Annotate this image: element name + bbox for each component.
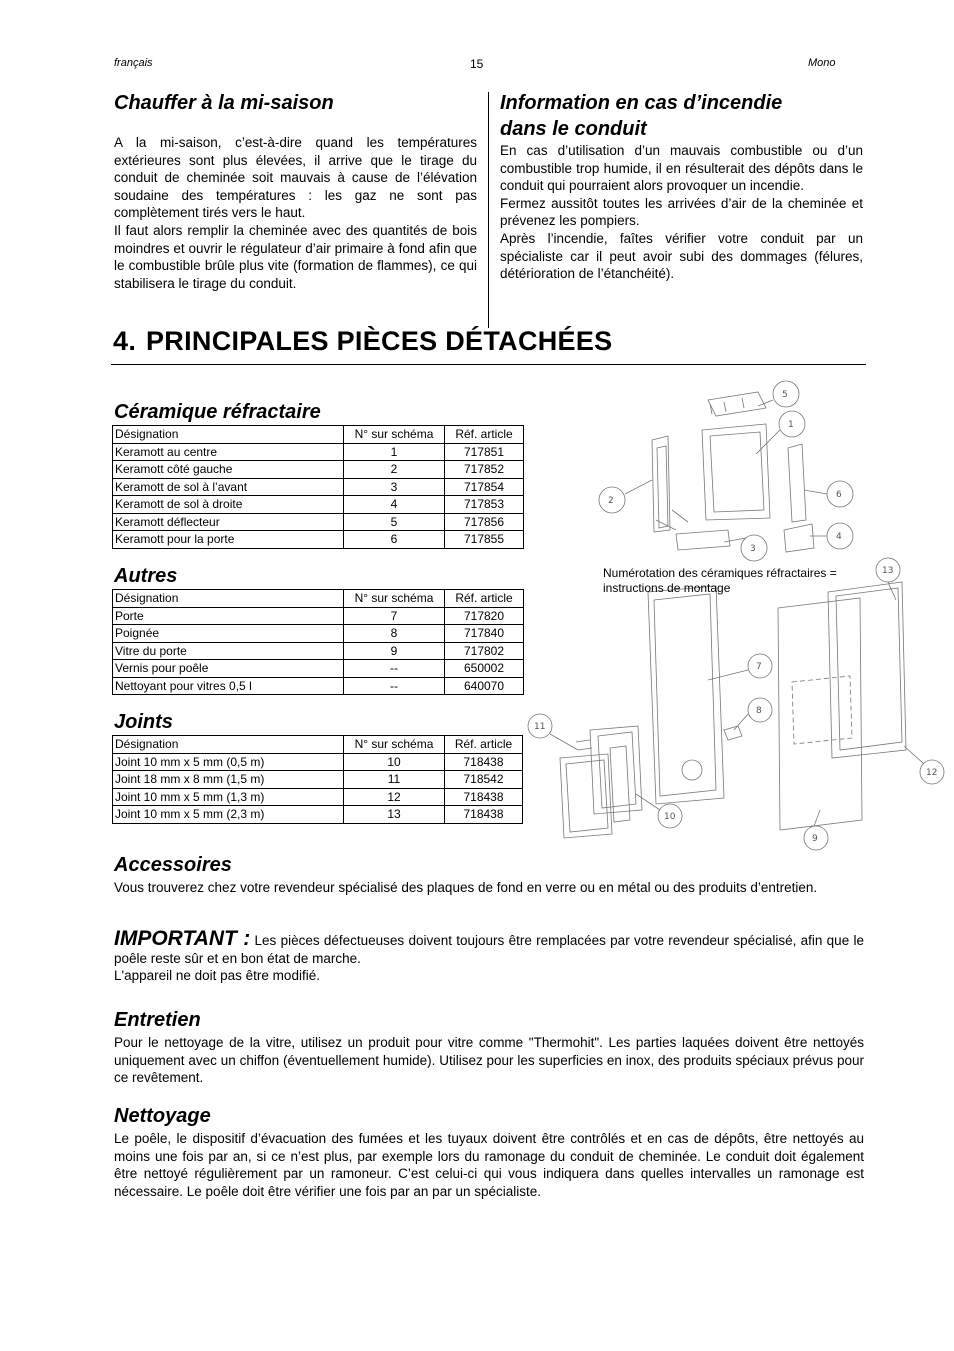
part-sol-avant-shape [676,530,730,550]
col-numero: N° sur schéma [344,736,445,754]
table-row [113,496,524,514]
cell-designation: Keramott de sol à l’avant [113,478,344,496]
header-language: français [114,57,153,69]
callout-label-10: 10 [664,812,676,822]
important-text-2: L'appareil ne doit pas être modifié. [114,968,320,984]
table-row [113,625,524,643]
cell-reference: 640070 [445,677,524,695]
incendie-title [500,90,782,142]
accessoires-title: Accessoires [114,854,232,876]
cell-designation: Poignée [113,625,344,643]
incendie-paragraph-3: Après l’incendie, faîtes vérifier votre conduit par un spécialiste car il peut avoir subi des dommages (félures, détérioration de l’étanchéité). [500,230,863,282]
entretien-title: Entretien [114,1009,201,1031]
cell-numero: 13 [344,806,445,824]
section-heading [113,326,612,357]
table-row [113,607,524,625]
joints-title: Joints [114,711,173,733]
cell-reference: 717856 [445,513,524,531]
entretien-text: Pour le nettoyage de la vitre, utilisez un produit pour vitre comme "Thermohit". Les parties laquées doivent être nettoyés uniquement avec un chiffon (éventuellement humide). Utilisez pour les superficies en inox, des produits spéciaux prévus pour ce revêtement. [114,1035,864,1086]
important-block [114,927,864,985]
col-designation: Désignation [113,590,344,608]
cell-designation: Keramott déflecteur [113,513,344,531]
header-model: Mono [808,57,836,69]
mi-saison-text [114,134,477,292]
cell-reference: 717852 [445,461,524,479]
cell-numero: 3 [344,478,445,496]
cell-designation: Keramott au centre [113,443,344,461]
cell-designation: Vitre du porte [113,642,344,660]
callout-label-4: 4 [836,532,842,542]
incendie-title-line-1: Information en cas d’incendie [500,92,783,114]
accessoires-text: Vous trouverez chez votre revendeur spécialisé des plaques de fond en verre ou en métal ou des produits d’entretien. [114,880,818,895]
cell-designation: Joint 10 mm x 5 mm (0,5 m) [113,753,344,771]
part-deflecteur-shape [708,392,766,416]
mi-saison-paragraph-2: Il faut alors remplir la cheminée avec des quantités de bois moindres et ouvrir le régulateur d’air primaire à fond afin que le combustible brûle plus vite (formation de flammes), ce qui stabilisera le tirage du conduit. [114,222,477,291]
cell-designation: Joint 18 mm x 8 mm (1,5 m) [113,771,344,789]
cell-numero: 5 [344,513,445,531]
diagram-note [603,566,863,596]
cell-reference: 717854 [445,478,524,496]
ceramique-title: Céramique réfractaire [114,401,321,423]
ceramique-table [112,425,524,549]
parts-drawing [520,370,950,860]
callout-label-9: 9 [812,834,818,844]
cell-designation: Keramott pour la porte [113,531,344,549]
cell-numero: 9 [344,642,445,660]
callout-label-12: 12 [926,768,938,778]
cell-numero: 2 [344,461,445,479]
column-divider [488,92,489,328]
table-row [113,753,523,771]
table-header-row [113,736,523,754]
cell-reference: 717855 [445,531,524,549]
table-row [113,461,524,479]
cell-numero: 7 [344,607,445,625]
cell-reference: 717853 [445,496,524,514]
callout-label-1: 1 [788,420,794,430]
cell-designation: Porte [113,607,344,625]
part-vitre-shape [778,598,862,830]
autres-title: Autres [114,565,178,587]
cell-reference: 717802 [445,642,524,660]
page-number: 15 [470,57,484,71]
mi-saison-paragraph-1: A la mi-saison, c’est-à-dire quand les températures extérieures sont plus élevées, il arrive que le tirage du conduit de cheminée soit mauvais à cause de l’élévation soudaine des températures : les gaz ne sont pas complètement tirés vers le haut. [114,135,477,221]
cell-reference: 718438 [445,806,523,824]
col-reference: Réf. article [445,736,523,754]
callout-label-11: 11 [534,722,546,732]
cell-numero: 8 [344,625,445,643]
table-row [113,513,524,531]
section-title: PRINCIPALES PIÈCES DÉTACHÉES [146,326,613,356]
cell-designation: Nettoyant pour vitres 0,5 l [113,677,344,695]
cell-reference: 718438 [445,753,523,771]
table-row [113,443,524,461]
incendie-paragraph-2: Fermez aussitôt toutes les arrivées d’air de la cheminée et prévenez les pompiers. [500,195,863,229]
callout-label-3: 3 [750,544,756,554]
autres-table [112,589,524,695]
diagram-note-line-2: instructions de montage [603,581,731,595]
cell-designation: Joint 10 mm x 5 mm (2,3 m) [113,806,344,824]
cell-designation: Keramott de sol à droite [113,496,344,514]
callout-label-7: 7 [756,662,762,672]
section-number: 4. [113,326,137,356]
diagram-note-line-1: Numérotation des céramiques réfractaires = [603,566,837,580]
col-reference: Réf. article [445,590,524,608]
cell-reference: 717840 [445,625,524,643]
table-row [113,677,524,695]
cell-numero: 12 [344,788,445,806]
table-row [113,788,523,806]
callout-label-5: 5 [782,390,788,400]
nettoyage-title: Nettoyage [114,1105,211,1127]
col-numero: N° sur schéma [344,426,445,444]
callout-label-8: 8 [756,706,762,716]
cell-numero: 10 [344,753,445,771]
callout-labels [534,390,937,844]
cell-numero: -- [344,660,445,678]
joints-table [112,735,523,824]
part-sol-droite-shape [784,524,814,552]
incendie-text [500,142,863,283]
nettoyage-text: Le poêle, le dispositif d’évacuation des fumées et les tuyaux doivent être contrôlés et en cas de dépôts, être nettoyés au moins une fois par an, si ce n’est plus, par exemple lors du ramonage du conduit de cheminée. Le conduit doit également être nettoyé régulièrement par un ramoneur. C’est celui-ci qui vous indiquera dans quelles intervalles un ramonage est nécessaire. Le poêle doit être vérifier une fois par an par un spécialiste. [114,1131,864,1199]
table-row [113,806,523,824]
callout-label-6: 6 [836,490,842,500]
cell-reference: 718542 [445,771,523,789]
cell-reference: 717820 [445,607,524,625]
table-header-row [113,590,524,608]
callout-label-13: 13 [882,566,894,576]
cell-designation: Vernis pour poêle [113,660,344,678]
table-row [113,660,524,678]
incendie-paragraph-1: En cas d’utilisation d’un mauvais combustible ou d’un combustible trop humide, il en résulterait des dépôts dans le conduit qui pourraient alors provoquer un incendie. [500,143,863,194]
cell-numero: -- [344,677,445,695]
cell-numero: 4 [344,496,445,514]
cell-reference: 650002 [445,660,524,678]
cell-numero: 11 [344,771,445,789]
cell-reference: 718438 [445,788,523,806]
table-row [113,642,524,660]
mi-saison-title: Chauffer à la mi-saison [114,92,334,114]
table-row [113,531,524,549]
cell-numero: 1 [344,443,445,461]
callout-label-2: 2 [608,496,614,506]
table-header-row [113,426,524,444]
col-designation: Désignation [113,736,344,754]
table-row [113,478,524,496]
cell-designation: Joint 10 mm x 5 mm (1,3 m) [113,788,344,806]
part-droite-shape [788,444,806,522]
cell-reference: 717851 [445,443,524,461]
exploded-parts-diagram [520,370,950,860]
table-row [113,771,523,789]
col-designation: Désignation [113,426,344,444]
important-label: IMPORTANT : [114,927,251,950]
incendie-title-line-2: dans le conduit [500,118,647,140]
col-numero: N° sur schéma [344,590,445,608]
section-rule [111,364,866,365]
cell-numero: 6 [344,531,445,549]
col-reference: Réf. article [445,426,524,444]
important-text: Les pièces défectueuses doivent toujours être remplacées par votre revendeur spécialisé, afin que le poêle reste sûr et en bon état de marche. [114,933,864,966]
cell-designation: Keramott côté gauche [113,461,344,479]
